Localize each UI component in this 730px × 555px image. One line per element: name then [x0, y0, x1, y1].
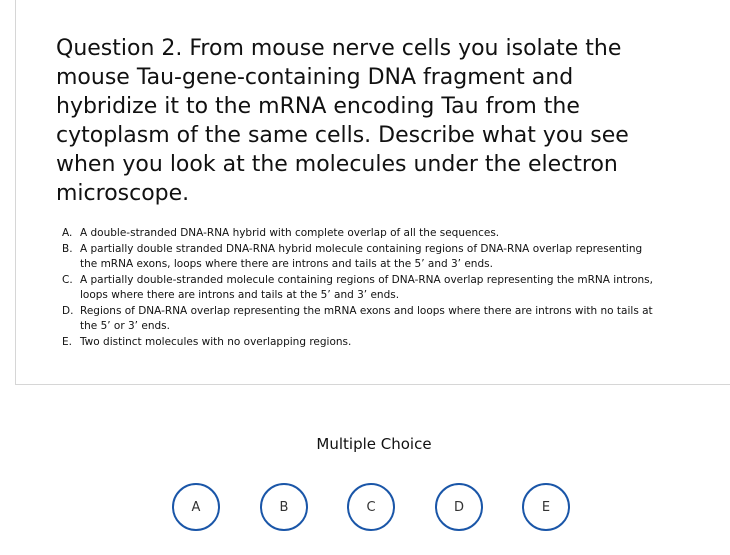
option-letter: C.	[62, 273, 73, 286]
option-text: Two distinct molecules with no overlapping regions.	[80, 335, 352, 348]
option-text: A partially double stranded DNA-RNA hybrid molecule containing regions of DNA-RNA overlap representing the mRNA exons, loops where there are introns and tails at the 5’ and 3’ ends.	[80, 242, 643, 270]
choice-c-button[interactable]: C	[347, 483, 395, 531]
question-text: Question 2. From mouse nerve cells you isolate the mouse Tau-gene-containing DNA fragment and hybridize it to the mRNA encoding Tau from the cytoplasm of the same cells. Describe what you see when you look at the molecules under the electron microscope.	[56, 36, 629, 206]
options-list	[62, 226, 662, 350]
option-letter: D.	[62, 304, 74, 317]
option-letter: E.	[62, 335, 72, 348]
multiple-choice-label: Multiple Choice	[316, 435, 432, 453]
answer-choices	[172, 483, 592, 533]
choice-a-button[interactable]: A	[172, 483, 220, 531]
option-letter: B.	[62, 242, 73, 255]
choice-e-button[interactable]: E	[522, 483, 570, 531]
choice-d-button[interactable]: D	[435, 483, 483, 531]
option-b	[62, 242, 662, 273]
option-a	[62, 226, 662, 242]
option-text: Regions of DNA-RNA overlap representing the mRNA exons and loops where there are introns with no tails at the 5’ or 3’ ends.	[80, 304, 653, 332]
option-letter: A.	[62, 227, 73, 239]
option-text: A partially double-stranded molecule containing regions of DNA-RNA overlap representing the mRNA introns, loops where there are introns and tails at the 5’ and 3’ ends.	[80, 273, 653, 301]
choice-b-button[interactable]: B	[260, 483, 308, 531]
option-d	[62, 304, 662, 335]
option-text: A double-stranded DNA-RNA hybrid with complete overlap of all the sequences.	[80, 227, 500, 239]
option-e	[62, 335, 662, 351]
option-c	[62, 273, 662, 304]
